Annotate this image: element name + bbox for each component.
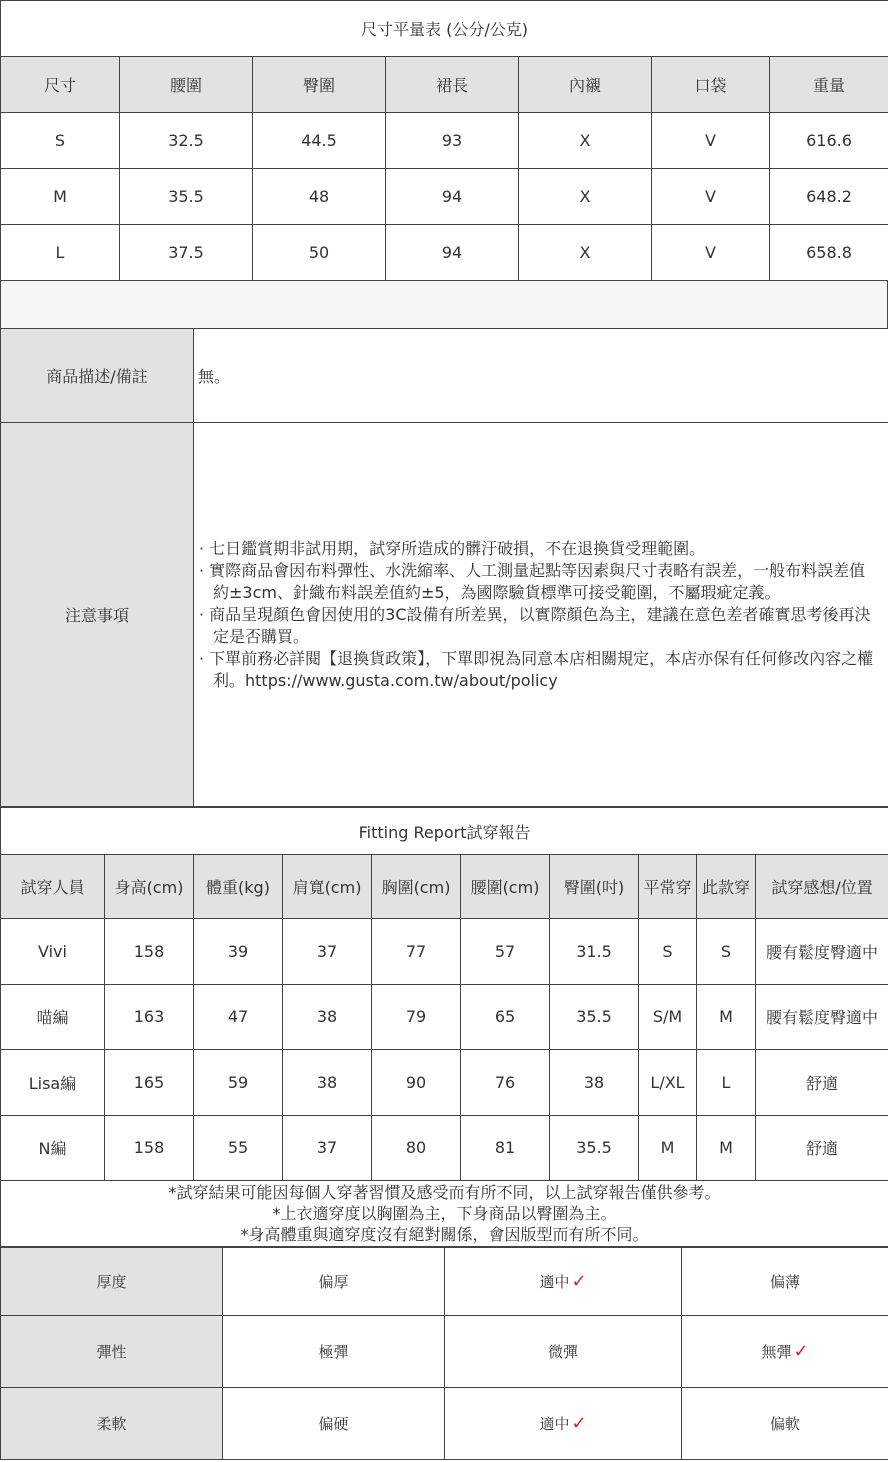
notes-label: 注意事項 (1, 423, 194, 807)
fitting-cell: 158 (105, 919, 194, 985)
fitting-cell: 37 (283, 919, 372, 985)
fabric-option: 微彈 (445, 1316, 682, 1388)
check-icon: ✓ (571, 1413, 587, 1434)
fitting-cell: 55 (194, 1115, 283, 1181)
disclaimer-line: *試穿結果可能因每個人穿著習慣及感受而有所不同，以上試穿報告僅供參考。 (168, 1183, 721, 1202)
fitting-report-title: Fitting Report試穿報告 (1, 808, 888, 855)
fitting-cell: M (697, 1115, 756, 1181)
note-item: · 商品呈現顏色會因使用的3C設備有所差異，以實際顏色為主，建議在意色差者確實思考後再決定是否購買。 (199, 604, 871, 646)
fabric-label: 柔軟 (1, 1388, 223, 1460)
size-cell: 35.5 (120, 169, 253, 225)
fitting-cell: 38 (283, 984, 372, 1050)
fitting-cell: M (697, 984, 756, 1050)
size-cell: V (652, 113, 770, 169)
fitting-header-cell: 胸圍(cm) (372, 855, 461, 919)
size-header-cell: 重量 (770, 57, 888, 113)
fitting-cell: 47 (194, 984, 283, 1050)
disclaimer-line: *身高體重與適穿度沒有絕對關係，會因版型而有所不同。 (240, 1225, 649, 1244)
fitting-cell: S (639, 919, 697, 985)
fitting-cell: 35.5 (550, 984, 639, 1050)
fitting-cell: 39 (194, 919, 283, 985)
fitting-header-cell: 試穿人員 (1, 855, 105, 919)
fitting-cell: L/XL (639, 1050, 697, 1116)
note-item: · 七日鑑賞期非試用期，試穿所造成的髒汙破損，不在退換貨受理範圍。 (199, 538, 706, 558)
size-row (1, 169, 888, 225)
fabric-row (1, 1248, 888, 1316)
fitting-cell: 165 (105, 1050, 194, 1116)
desc-label: 商品描述/備註 (1, 329, 194, 423)
fitting-cell: 65 (461, 984, 550, 1050)
notes-content (194, 423, 888, 807)
fitting-header-cell: 體重(kg) (194, 855, 283, 919)
size-table-header-row (1, 57, 888, 113)
size-cell: 94 (386, 225, 519, 281)
fitting-cell: Lisa編 (1, 1050, 105, 1116)
fabric-option: 無彈 ✓ (682, 1316, 888, 1388)
fabric-option: 偏厚 (223, 1248, 445, 1316)
fabric-label: 厚度 (1, 1248, 223, 1316)
size-cell: 648.2 (770, 169, 888, 225)
fitting-disclaimer (1, 1181, 888, 1247)
fitting-cell: 76 (461, 1050, 550, 1116)
fitting-cell: S (697, 919, 756, 985)
size-header-cell: 裙長 (386, 57, 519, 113)
fitting-cell: 158 (105, 1115, 194, 1181)
size-header-cell: 口袋 (652, 57, 770, 113)
fabric-label: 彈性 (1, 1316, 223, 1388)
size-cell: 93 (386, 113, 519, 169)
note-item: · 實際商品會因布料彈性、水洗縮率、人工測量起點等因素與尺寸表略有誤差，一般布料誤差值約±3cm、針織布料誤差值約±5，為國際驗貨標準可接受範圍，不屬瑕疵定義。 (199, 560, 866, 602)
size-header-cell: 腰圍 (120, 57, 253, 113)
fabric-option: 偏薄 (682, 1248, 888, 1316)
size-header-cell: 臀圍 (253, 57, 386, 113)
fitting-row (1, 984, 888, 1050)
check-icon: ✓ (793, 1341, 809, 1362)
fabric-option: 偏硬 (223, 1388, 445, 1460)
info-table (0, 328, 888, 807)
fitting-cell: 77 (372, 919, 461, 985)
size-row (1, 225, 888, 281)
fabric-option: 偏軟 (682, 1388, 888, 1460)
desc-value: 無。 (194, 329, 888, 423)
fitting-cell: 31.5 (550, 919, 639, 985)
section-spacer (0, 281, 888, 328)
fitting-cell: 腰有鬆度臀適中 (756, 984, 888, 1050)
fitting-header-cell: 肩寬(cm) (283, 855, 372, 919)
fabric-row (1, 1388, 888, 1460)
fitting-cell: 喵編 (1, 984, 105, 1050)
fitting-cell: L (697, 1050, 756, 1116)
fitting-cell: 57 (461, 919, 550, 985)
fitting-cell: 163 (105, 984, 194, 1050)
size-cell: V (652, 169, 770, 225)
size-cell: L (1, 225, 120, 281)
size-table (0, 0, 888, 281)
fitting-cell: 38 (283, 1050, 372, 1116)
size-cell: 658.8 (770, 225, 888, 281)
fitting-cell: 81 (461, 1115, 550, 1181)
fabric-row (1, 1316, 888, 1388)
size-header-cell: 內襯 (519, 57, 652, 113)
fitting-cell: M (639, 1115, 697, 1181)
fabric-option: 適中 ✓ (445, 1388, 682, 1460)
fitting-cell: 腰有鬆度臀適中 (756, 919, 888, 985)
fitting-cell: 35.5 (550, 1115, 639, 1181)
note-item: · 下單前務必詳閱【退換貨政策】，下單即視為同意本店相關規定，本店亦保有任何修改內容之權利。https://www.gusta.com.tw/about/policy (199, 648, 874, 690)
fitting-cell: 38 (550, 1050, 639, 1116)
fitting-report-table (0, 807, 888, 1247)
size-cell: 48 (253, 169, 386, 225)
fitting-cell: N編 (1, 1115, 105, 1181)
fitting-header-cell: 此款穿 (697, 855, 756, 919)
check-icon: ✓ (571, 1271, 587, 1292)
fitting-cell: S/M (639, 984, 697, 1050)
fabric-properties-table (0, 1247, 888, 1460)
fitting-cell: 舒適 (756, 1115, 888, 1181)
size-cell: X (519, 113, 652, 169)
size-cell: 37.5 (120, 225, 253, 281)
fitting-cell: 80 (372, 1115, 461, 1181)
size-cell: 32.5 (120, 113, 253, 169)
size-cell: 616.6 (770, 113, 888, 169)
fitting-header-cell: 身高(cm) (105, 855, 194, 919)
fitting-header-cell: 平常穿 (639, 855, 697, 919)
fitting-cell: 79 (372, 984, 461, 1050)
size-cell: S (1, 113, 120, 169)
fitting-row (1, 919, 888, 985)
size-cell: 94 (386, 169, 519, 225)
size-cell: 44.5 (253, 113, 386, 169)
size-cell: X (519, 225, 652, 281)
fitting-cell: Vivi (1, 919, 105, 985)
fitting-header-row (1, 855, 888, 919)
fitting-cell: 59 (194, 1050, 283, 1116)
size-header-cell: 尺寸 (1, 57, 120, 113)
fitting-cell: 37 (283, 1115, 372, 1181)
fitting-cell: 舒適 (756, 1050, 888, 1116)
fitting-header-cell: 臀圍(吋) (550, 855, 639, 919)
fitting-row (1, 1115, 888, 1181)
size-cell: M (1, 169, 120, 225)
size-table-title: 尺寸平量表 (公分/公克) (1, 1, 888, 57)
size-cell: V (652, 225, 770, 281)
fabric-option: 適中 ✓ (445, 1248, 682, 1316)
fitting-header-cell: 腰圍(cm) (461, 855, 550, 919)
fitting-row (1, 1050, 888, 1116)
fitting-header-cell: 試穿感想/位置 (756, 855, 888, 919)
size-cell: 50 (253, 225, 386, 281)
size-cell: X (519, 169, 652, 225)
size-row (1, 113, 888, 169)
disclaimer-line: *上衣適穿度以胸圍為主，下身商品以臀圍為主。 (272, 1204, 617, 1223)
fitting-cell: 90 (372, 1050, 461, 1116)
fabric-option: 極彈 (223, 1316, 445, 1388)
